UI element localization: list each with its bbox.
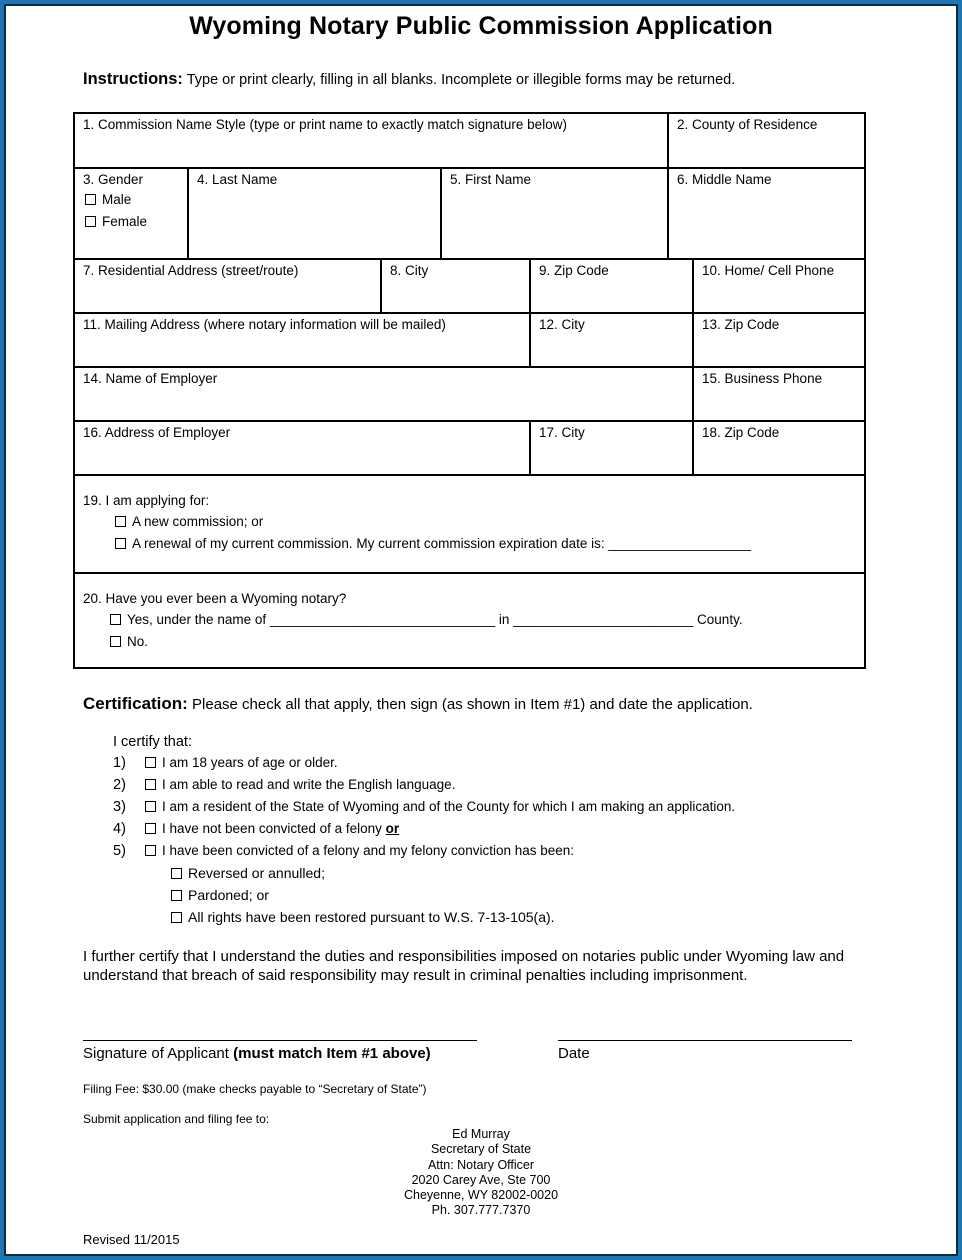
certification-heading	[83, 694, 753, 714]
checkbox-cert-age[interactable]	[145, 757, 156, 768]
mailing-address-block	[381, 1127, 581, 1219]
field-label: 8. City	[390, 263, 429, 278]
cert-item-english[interactable]	[113, 777, 455, 793]
checkbox-female[interactable]	[85, 216, 96, 227]
address-phone: Ph. 307.777.7370	[431, 1203, 531, 1218]
checkbox-cert-no-felony[interactable]	[145, 823, 156, 834]
field-label: 15. Business Phone	[702, 371, 823, 386]
field-label: 12. City	[539, 317, 585, 332]
checkbox-pardoned[interactable]	[171, 890, 182, 901]
revision-date: Revised 11/2015	[83, 1232, 180, 1247]
checkbox-cert-felony[interactable]	[145, 845, 156, 856]
checkbox-reversed[interactable]	[171, 868, 182, 879]
cert-item-number: 5)	[113, 843, 126, 859]
previous-notary-yes-option[interactable]	[110, 612, 743, 627]
submit-to-text: Submit application and filing fee to:	[83, 1112, 270, 1126]
cert-item-number: 2)	[113, 777, 126, 793]
sub-item-text: Reversed or annulled;	[188, 865, 325, 881]
field-label: 6. Middle Name	[677, 172, 772, 187]
field-label: 14. Name of Employer	[83, 371, 218, 386]
applying-renewal-option[interactable]	[115, 536, 751, 551]
instructions-label: Instructions:	[83, 70, 183, 88]
checkbox-no[interactable]	[110, 636, 121, 647]
checkbox-new-commission[interactable]	[115, 516, 126, 527]
sub-item-rights-restored[interactable]	[171, 909, 555, 925]
cert-item-number: 4)	[113, 821, 126, 837]
sub-item-reversed[interactable]	[171, 865, 325, 881]
checkbox-male[interactable]	[85, 194, 96, 205]
gender-female-option[interactable]	[85, 214, 147, 229]
field-label: 3. Gender	[83, 172, 144, 187]
field-mailing-address[interactable]	[75, 314, 531, 368]
option-label: Female	[102, 214, 148, 229]
address-line: Ed Murray	[452, 1127, 510, 1141]
field-label: 11. Mailing Address (where notary information will be mailed)	[83, 317, 446, 332]
field-home-cell-phone[interactable]	[694, 260, 864, 314]
field-residential-zip[interactable]	[531, 260, 694, 314]
sub-item-pardoned[interactable]	[171, 887, 269, 903]
address-line: Cheyenne, WY 82002-0020	[403, 1188, 559, 1203]
field-commission-name-style[interactable]	[75, 114, 669, 169]
applying-new-option[interactable]	[115, 514, 263, 529]
field-label: 13. Zip Code	[702, 317, 780, 332]
field-first-name[interactable]	[442, 169, 669, 260]
field-label: 10. Home/ Cell Phone	[702, 263, 835, 278]
option-label: No.	[127, 634, 149, 649]
cert-item-age[interactable]	[113, 755, 338, 771]
further-certification-text: I further certify that I understand the duties and responsibilities imposed on notaries public under Wyoming law and understand that breach of said responsibility may result in criminal penalties including imprisonment.	[83, 948, 845, 984]
cert-item-felony-conviction[interactable]	[113, 843, 574, 859]
field-label: 4. Last Name	[197, 172, 278, 187]
option-label: Yes, under the name of ______________________________ in ________________________ County.	[127, 612, 743, 627]
field-label: 2. County of Residence	[677, 117, 818, 132]
field-residential-city[interactable]	[382, 260, 531, 314]
field-label: 19. I am applying for:	[83, 493, 210, 508]
sub-item-text: All rights have been restored pursuant to W.S. 7-13-105(a).	[188, 909, 555, 925]
field-employer-name[interactable]	[75, 368, 694, 422]
field-label: 9. Zip Code	[539, 263, 609, 278]
address-line: Attn: Notary Officer	[427, 1157, 535, 1172]
option-label: A renewal of my current commission. My current commission expiration date is: ___________________	[132, 536, 752, 551]
field-middle-name[interactable]	[669, 169, 864, 260]
field-residential-address[interactable]	[75, 260, 382, 314]
checkbox-rights-restored[interactable]	[171, 912, 182, 923]
field-label: 1. Commission Name Style (type or print name to exactly match signature below)	[83, 117, 567, 132]
date-line[interactable]	[558, 1040, 852, 1041]
cert-item-text: I am able to read and write the English language.	[162, 777, 456, 792]
checkbox-cert-resident[interactable]	[145, 801, 156, 812]
page-title: Wyoming Notary Public Commission Application	[189, 12, 773, 40]
checkbox-renewal[interactable]	[115, 538, 126, 549]
previous-notary-no-option[interactable]	[110, 634, 148, 649]
cert-item-text: I have been convicted of a felony and my felony conviction has been:	[162, 843, 575, 858]
certify-that-label: I certify that:	[113, 734, 192, 750]
cert-item-emphasis: or	[385, 821, 400, 836]
checkbox-cert-english[interactable]	[145, 779, 156, 790]
signature-label-note: (must match Item #1 above)	[233, 1045, 431, 1062]
cert-item-text: I have not been convicted of a felony	[162, 821, 382, 836]
application-form-grid	[73, 112, 866, 669]
cert-item-no-felony[interactable]	[113, 821, 399, 837]
signature-label-text: Signature of Applicant	[83, 1045, 229, 1062]
signature-label	[83, 1045, 431, 1062]
field-label: 18. Zip Code	[702, 425, 780, 440]
certification-label: Certification:	[83, 694, 188, 713]
filing-fee-text: Filing Fee: $30.00 (make checks payable to “Secretary of State”)	[83, 1082, 427, 1096]
field-employer-zip[interactable]	[694, 422, 864, 476]
gender-male-option[interactable]	[85, 192, 131, 207]
field-county-of-residence[interactable]	[669, 114, 864, 169]
field-label: 7. Residential Address (street/route)	[83, 263, 299, 278]
field-label: 20. Have you ever been a Wyoming notary?	[83, 591, 347, 606]
cert-item-number: 1)	[113, 755, 126, 771]
cert-item-number: 3)	[113, 799, 126, 815]
field-label: 5. First Name	[450, 172, 532, 187]
field-last-name[interactable]	[189, 169, 442, 260]
field-business-phone[interactable]	[694, 368, 864, 422]
field-employer-address[interactable]	[75, 422, 531, 476]
date-label: Date	[558, 1045, 590, 1062]
option-label: A new commission; or	[132, 514, 264, 529]
sub-item-text: Pardoned; or	[188, 887, 269, 903]
address-line: Secretary of State	[430, 1142, 532, 1157]
instructions-text: Type or print clearly, filling in all blanks. Incomplete or illegible forms may be returned.	[186, 72, 736, 88]
signature-line[interactable]	[83, 1040, 477, 1041]
field-employer-city[interactable]	[531, 422, 694, 476]
cert-item-text: I am 18 years of age or older.	[162, 755, 338, 770]
option-label: Male	[102, 192, 132, 207]
certification-text: Please check all that apply, then sign (as shown in Item #1) and date the application.	[192, 696, 753, 713]
field-mailing-city[interactable]	[531, 314, 694, 368]
checkbox-yes[interactable]	[110, 614, 121, 625]
cert-item-resident[interactable]	[113, 799, 735, 815]
instructions	[83, 70, 735, 89]
field-label: 16. Address of Employer	[83, 425, 231, 440]
cert-item-text: I am a resident of the State of Wyoming and of the County for which I am making an application.	[162, 799, 736, 814]
field-label: 17. City	[539, 425, 585, 440]
field-mailing-zip[interactable]	[694, 314, 864, 368]
address-line: 2020 Carey Ave, Ste 700	[411, 1172, 551, 1187]
